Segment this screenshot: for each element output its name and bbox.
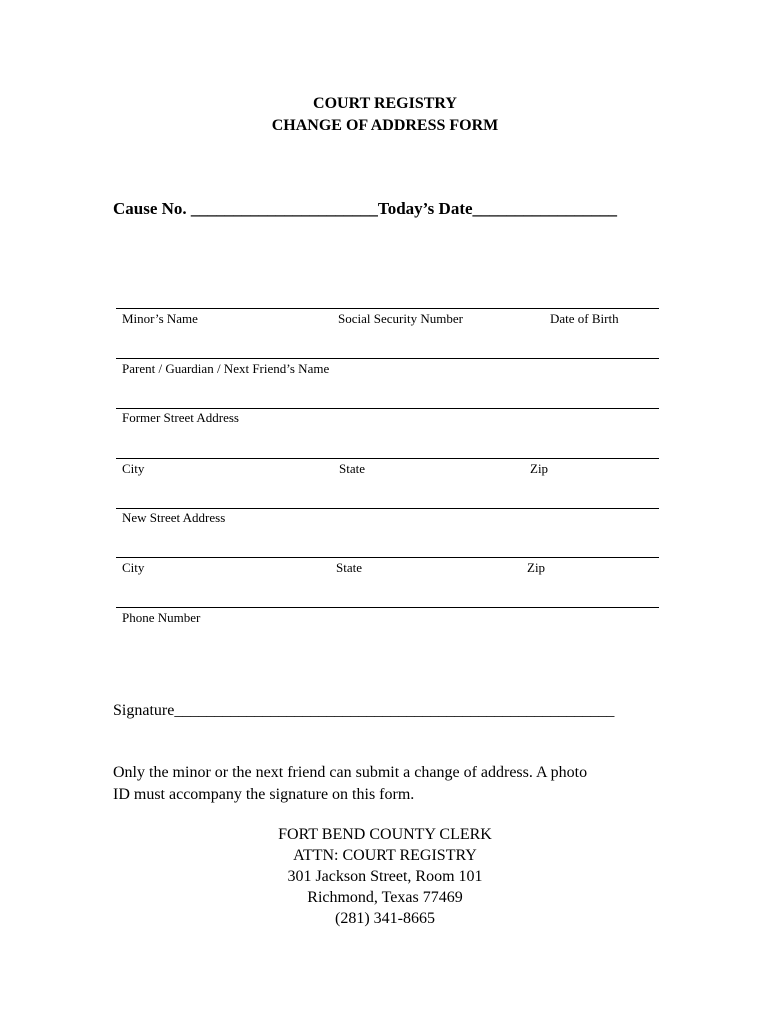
address-line5: (281) 341-8665 xyxy=(335,910,435,927)
dob-label: Date of Birth xyxy=(550,311,619,326)
new-street-label: New Street Address xyxy=(122,510,226,525)
address-line3: 301 Jackson Street, Room 101 xyxy=(287,868,483,885)
phone-line[interactable] xyxy=(116,607,659,608)
todays-date-label: Today’s Date_________________ xyxy=(377,199,618,218)
new-state-label: State xyxy=(336,560,362,575)
phone-label: Phone Number xyxy=(122,610,201,625)
instruction-note xyxy=(113,762,673,806)
former-zip-label: Zip xyxy=(530,461,549,476)
instruction-line2: ID must accompany the signature on this form. xyxy=(113,786,415,803)
address-line4: Richmond, Texas 77469 xyxy=(307,889,463,906)
address-line1: FORT BEND COUNTY CLERK xyxy=(278,826,492,843)
new-street-line[interactable] xyxy=(116,508,659,509)
former-city-label: City xyxy=(122,461,145,476)
cause-number-field[interactable] xyxy=(113,199,617,219)
form-title-line2: CHANGE OF ADDRESS FORM xyxy=(271,117,499,134)
cause-number-label: Cause No. ______________________ xyxy=(113,199,378,218)
new-zip-label: Zip xyxy=(527,560,546,575)
guardian-line[interactable] xyxy=(116,358,659,359)
address-line2: ATTN: COURT REGISTRY xyxy=(293,847,477,864)
former-street-line[interactable] xyxy=(116,408,659,409)
former-state-label: State xyxy=(339,461,365,476)
former-street-label: Former Street Address xyxy=(122,410,239,425)
new-city-label: City xyxy=(122,560,145,575)
minor-info-line[interactable] xyxy=(116,308,659,309)
guardian-label: Parent / Guardian / Next Friend’s Name xyxy=(122,361,330,376)
new-city-line[interactable] xyxy=(116,557,659,558)
mailing-address xyxy=(0,824,770,929)
ssn-label: Social Security Number xyxy=(338,311,463,326)
minors-name-label: Minor’s Name xyxy=(122,311,198,326)
signature-field[interactable]: Signature_______________________________________________________ xyxy=(113,702,615,719)
instruction-line1: Only the minor or the next friend can submit a change of address. A photo xyxy=(113,764,588,781)
form-title-line1: COURT REGISTRY xyxy=(313,95,457,112)
former-city-line[interactable] xyxy=(116,458,659,459)
